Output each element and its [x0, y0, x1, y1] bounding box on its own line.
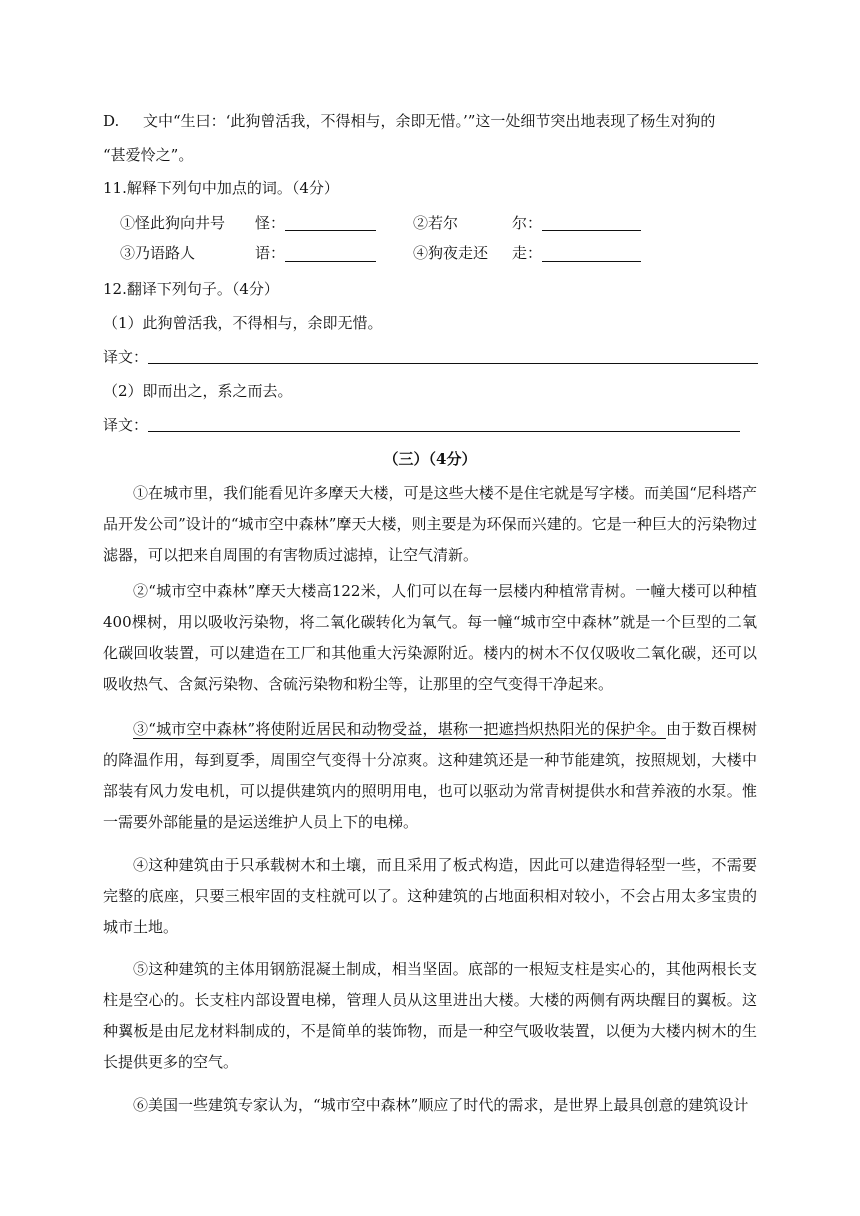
option-d-label: D.	[103, 112, 120, 130]
passage-paragraph-6: ⑥美国一些建筑专家认为，“城市空中森林”顺应了时代的需求，是世界上最具创意的建筑设计	[133, 1096, 749, 1114]
passage-paragraph-3-rest: 由于数百棵树的降温作用，每到夏季，周围空气变得十分凉爽。这种建筑还是一种节能建筑，按照规划，大楼中部装有风力发电机，可以提供建筑内的照明用电，也可以驱动为常青树提供水和营养液的水泵。惟一需要外部能量的是运送维护人员上下的电梯。	[103, 720, 757, 831]
q12-sentence-1: （1）此狗曾活我，不得相与，余即无惜。	[103, 314, 383, 332]
q11-item-3-phrase: ③乃语路人	[120, 244, 196, 262]
passage-paragraph-3	[103, 714, 757, 838]
q12-translate-label-1: 译文：	[103, 348, 149, 366]
q11-item-4-word: 走：	[512, 244, 543, 262]
q11-item-3-answer-line[interactable]	[285, 261, 376, 262]
q12-title: 12.翻译下列句子。（4分）	[103, 280, 279, 298]
passage-paragraph-2: ②“城市空中森林”摩天大楼高122米，人们可以在每一层楼内种植常青树。一幢大楼可以种植400棵树，用以吸收污染物，将二氧化碳转化为氧气。每一幢“城市空中森林”就是一个巨型的二氧化碳回收装置，可以建造在工厂和其他重大污染源附近。楼内的树木不仅仅吸收二氧化碳，还可以吸收热气、含氮污染物、含硫污染物和粉尘等，让那里的空气变得干净起来。	[103, 582, 757, 693]
passage-paragraph-5: ⑤这种建筑的主体用钢筋混凝土制成，相当坚固。底部的一根短支柱是实心的，其他两根长支柱是空心的。长支柱内部设置电梯，管理人员从这里进出大楼。大楼的两侧有两块醒目的翼板。这种翼板是由尼龙材料制成的，不是简单的装饰物，而是一种空气吸收装置，以便为大楼内树木的生长提供更多的空气。	[103, 960, 757, 1071]
q12-answer-line-1[interactable]	[148, 363, 758, 364]
q11-item-1-phrase: ①怪此狗向井号	[120, 214, 226, 232]
q11-item-3-word: 语：	[255, 244, 286, 262]
section-heading: （三）（4分）	[383, 450, 477, 468]
q11-title: 11.解释下列句中加点的词。（4分）	[103, 179, 339, 197]
option-d-line1: 文中“生曰：‘此狗曾活我，不得相与，余即无惜。’”这一处细节突出地表现了杨生对狗的	[143, 112, 716, 130]
q11-item-4-phrase: ④狗夜走还	[413, 244, 489, 262]
passage-paragraph-3-underlined: ③“城市空中森林”将使附近居民和动物受益，堪称一把遮挡炽热阳光的保护伞。	[133, 720, 666, 738]
q12-answer-line-2[interactable]	[148, 431, 740, 432]
passage-paragraph-1: ①在城市里，我们能看见许多摩天大楼，可是这些大楼不是住宅就是写字楼。而美国“尼科塔产品开发公司”设计的“城市空中森林”摩天大楼，则主要是为环保而兴建的。它是一种巨大的污染物过滤器，可以把来自周围的有害物质过滤掉，让空气清新。	[103, 484, 757, 564]
q12-translate-label-2: 译文：	[103, 416, 149, 434]
q11-item-1-word: 怪：	[255, 214, 286, 232]
q11-item-4-answer-line[interactable]	[542, 261, 641, 262]
option-d-line2: “甚爱怜之”。	[103, 146, 194, 164]
q11-item-2-phrase: ②若尔	[413, 214, 459, 232]
q11-item-1-answer-line[interactable]	[285, 230, 376, 231]
q12-sentence-2: （2）即而出之，系之而去。	[103, 382, 293, 400]
passage-paragraph-4: ④这种建筑由于只承载树木和土壤，而且采用了板式构造，因此可以建造得轻型一些，不需要完整的底座，只要三根牢固的支柱就可以了。这种建筑的占地面积相对较小，不会占用太多宝贵的城市土地。	[103, 856, 757, 936]
q11-item-2-word: 尔：	[512, 214, 543, 232]
q11-item-2-answer-line[interactable]	[542, 230, 641, 231]
